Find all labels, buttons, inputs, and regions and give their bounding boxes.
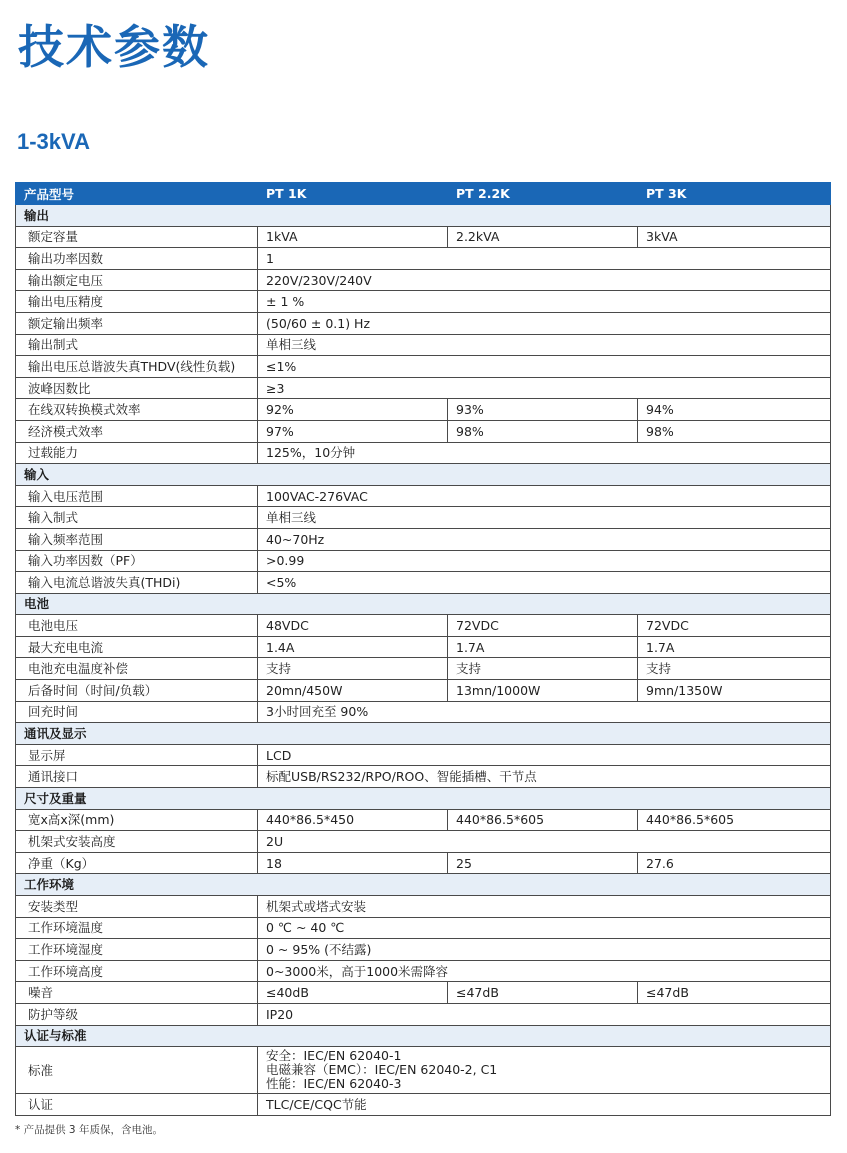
- table-row: [16, 334, 831, 356]
- row-value: 18: [258, 852, 448, 874]
- row-value: 0 ~ 95% (不结露): [258, 939, 831, 961]
- row-value: 1.7A: [638, 636, 831, 658]
- table-row: [16, 1003, 831, 1025]
- table-row: [16, 744, 831, 766]
- spec-table-header: [16, 183, 831, 205]
- row-value: 27.6: [638, 852, 831, 874]
- header-cell-model: 产品型号: [16, 183, 258, 205]
- row-label: 输出制式: [16, 334, 258, 356]
- row-value: TLC/CE/CQC节能: [258, 1094, 831, 1116]
- table-row: [16, 960, 831, 982]
- row-label: 输入电流总谐波失真(THDi): [16, 572, 258, 594]
- row-value: (50/60 ± 0.1) Hz: [258, 312, 831, 334]
- row-value: 支持: [258, 658, 448, 680]
- row-label: 电池电压: [16, 615, 258, 637]
- row-label: 波峰因数比: [16, 377, 258, 399]
- table-row: [16, 982, 831, 1004]
- header-cell-pt22k: PT 2.2K: [448, 183, 638, 205]
- row-value: 92%: [258, 399, 448, 421]
- row-value-line: 性能：IEC/EN 62040-3: [266, 1076, 402, 1092]
- header-cell-pt1k: PT 1K: [258, 183, 448, 205]
- table-row: [16, 917, 831, 939]
- row-value: 72VDC: [638, 615, 831, 637]
- footnote: * 产品提供 3 年质保，含电池。: [15, 1124, 163, 1136]
- row-label: 机架式安装高度: [16, 831, 258, 853]
- row-label: 噪音: [16, 982, 258, 1004]
- table-row: [16, 766, 831, 788]
- row-label: 输出电压总谐波失真THDV(线性负载): [16, 356, 258, 378]
- row-label: 认证: [16, 1094, 258, 1116]
- section-row: [16, 205, 831, 227]
- row-value: ± 1 %: [258, 291, 831, 313]
- section-heading: 尺寸及重量: [16, 788, 831, 810]
- row-value: 93%: [448, 399, 638, 421]
- table-row: [16, 528, 831, 550]
- table-row: [16, 658, 831, 680]
- table-row: [16, 852, 831, 874]
- row-value: 40~70Hz: [258, 528, 831, 550]
- row-value: 标配USB/RS232/RPO/ROO、智能插槽、干节点: [258, 766, 831, 788]
- table-row: [16, 636, 831, 658]
- row-value: ≤40dB: [258, 982, 448, 1004]
- spec-table: [15, 182, 831, 1116]
- row-label: 工作环境高度: [16, 960, 258, 982]
- row-value: [258, 1047, 831, 1094]
- row-label: 在线双转换模式效率: [16, 399, 258, 421]
- row-value: 支持: [638, 658, 831, 680]
- row-label: 显示屏: [16, 744, 258, 766]
- row-label: 输出功率因数: [16, 248, 258, 270]
- row-value: 98%: [448, 420, 638, 442]
- row-label: 防护等级: [16, 1003, 258, 1025]
- table-row: [16, 420, 831, 442]
- row-label: 电池充电温度补偿: [16, 658, 258, 680]
- section-heading: 输出: [16, 205, 831, 227]
- row-value: 48VDC: [258, 615, 448, 637]
- row-label: 标准: [16, 1047, 258, 1094]
- section-heading: 输入: [16, 464, 831, 486]
- row-value: ≥3: [258, 377, 831, 399]
- table-row: [16, 507, 831, 529]
- row-label: 输入制式: [16, 507, 258, 529]
- spec-table-body: [16, 205, 831, 1116]
- row-value: 97%: [258, 420, 448, 442]
- table-row: [16, 572, 831, 594]
- row-value: 1: [258, 248, 831, 270]
- row-label: 经济模式效率: [16, 420, 258, 442]
- row-value: ≤47dB: [638, 982, 831, 1004]
- table-row: [16, 809, 831, 831]
- table-row: [16, 226, 831, 248]
- row-value: 440*86.5*450: [258, 809, 448, 831]
- row-value: 98%: [638, 420, 831, 442]
- row-value: 100VAC-276VAC: [258, 485, 831, 507]
- row-label: 通讯接口: [16, 766, 258, 788]
- row-value: 机架式或塔式安装: [258, 896, 831, 918]
- section-heading: 通讯及显示: [16, 723, 831, 745]
- row-label: 输入功率因数（PF）: [16, 550, 258, 572]
- row-value: LCD: [258, 744, 831, 766]
- section-row: [16, 593, 831, 615]
- table-row: [16, 377, 831, 399]
- table-row: [16, 896, 831, 918]
- row-value: 9mn/1350W: [638, 680, 831, 702]
- row-label: 工作环境温度: [16, 917, 258, 939]
- table-row: [16, 615, 831, 637]
- row-value: 72VDC: [448, 615, 638, 637]
- page-title: 技术参数: [18, 20, 210, 74]
- table-row: [16, 701, 831, 723]
- table-row: [16, 269, 831, 291]
- row-label: 输出电压精度: [16, 291, 258, 313]
- row-value: 440*86.5*605: [638, 809, 831, 831]
- row-value: 94%: [638, 399, 831, 421]
- table-row: [16, 356, 831, 378]
- row-value: 13mn/1000W: [448, 680, 638, 702]
- table-row: [16, 550, 831, 572]
- row-label: 宽x高x深(mm): [16, 809, 258, 831]
- section-row: [16, 723, 831, 745]
- row-value: 单相三线: [258, 334, 831, 356]
- row-value: 支持: [448, 658, 638, 680]
- table-row: [16, 939, 831, 961]
- table-row: [16, 485, 831, 507]
- section-row: [16, 1025, 831, 1047]
- row-label: 输入电压范围: [16, 485, 258, 507]
- row-value: 0~3000米，高于1000米需降容: [258, 960, 831, 982]
- table-row: [16, 399, 831, 421]
- row-value-line: 电磁兼容（EMC）：IEC/EN 62040-2, C1: [266, 1062, 498, 1078]
- row-value: 1kVA: [258, 226, 448, 248]
- table-row: [16, 291, 831, 313]
- row-value: 220V/230V/240V: [258, 269, 831, 291]
- row-label: 工作环境湿度: [16, 939, 258, 961]
- table-row: [16, 248, 831, 270]
- table-row: [16, 442, 831, 464]
- section-row: [16, 464, 831, 486]
- row-value: 25: [448, 852, 638, 874]
- row-value: 3小时回充至 90%: [258, 701, 831, 723]
- row-value: IP20: [258, 1003, 831, 1025]
- section-row: [16, 788, 831, 810]
- row-label: 额定输出频率: [16, 312, 258, 334]
- header-cell-pt3k: PT 3K: [638, 183, 831, 205]
- row-value: 2U: [258, 831, 831, 853]
- row-value: 1.7A: [448, 636, 638, 658]
- table-row: [16, 1094, 831, 1116]
- row-value: >0.99: [258, 550, 831, 572]
- row-label: 输出额定电压: [16, 269, 258, 291]
- row-value: 20mn/450W: [258, 680, 448, 702]
- section-row: [16, 874, 831, 896]
- table-row: [16, 680, 831, 702]
- section-heading: 电池: [16, 593, 831, 615]
- table-row: [16, 312, 831, 334]
- row-label: 安装类型: [16, 896, 258, 918]
- row-label: 输入频率范围: [16, 528, 258, 550]
- row-label: 最大充电电流: [16, 636, 258, 658]
- row-value: ≤1%: [258, 356, 831, 378]
- row-label: 回充时间: [16, 701, 258, 723]
- table-row: [16, 1047, 831, 1094]
- page-subtitle: 1-3kVA: [17, 129, 90, 154]
- row-value: 0 ℃ ~ 40 ℃: [258, 917, 831, 939]
- row-value: <5%: [258, 572, 831, 594]
- row-value: 单相三线: [258, 507, 831, 529]
- row-value: ≤47dB: [448, 982, 638, 1004]
- row-label: 额定容量: [16, 226, 258, 248]
- row-value-line: 安全：IEC/EN 62040-1: [266, 1048, 402, 1064]
- row-value: 2.2kVA: [448, 226, 638, 248]
- row-label: 过载能力: [16, 442, 258, 464]
- row-value: 3kVA: [638, 226, 831, 248]
- table-row: [16, 831, 831, 853]
- row-value: 1.4A: [258, 636, 448, 658]
- row-label: 后备时间（时间/负载）: [16, 680, 258, 702]
- row-label: 净重（Kg）: [16, 852, 258, 874]
- section-heading: 认证与标准: [16, 1025, 831, 1047]
- section-heading: 工作环境: [16, 874, 831, 896]
- row-value: 125%，10分钟: [258, 442, 831, 464]
- row-value: 440*86.5*605: [448, 809, 638, 831]
